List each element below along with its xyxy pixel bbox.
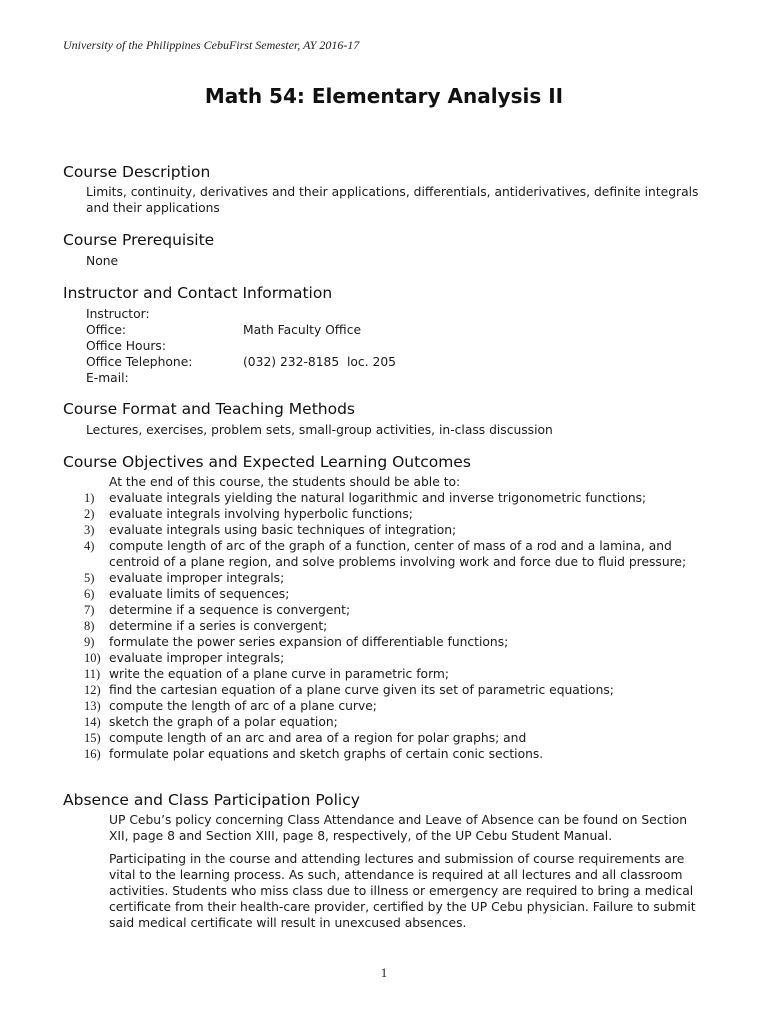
- course-title: Math 54: Elementary Analysis II: [204, 84, 564, 108]
- objective-number: 15): [84, 731, 101, 745]
- objective-text: evaluate integrals using basic techniques of integration;: [109, 523, 457, 537]
- objective-text: write the equation of a plane curve in parametric form;: [109, 667, 450, 681]
- running-header: University of the Philippines CebuFirst Semester, AY 2016-17: [63, 38, 360, 52]
- objectives-heading: Course Objectives and Expected Learning Outcomes: [63, 453, 471, 471]
- contact-row-office: [86, 322, 362, 338]
- objective-text: evaluate limits of sequences;: [109, 587, 290, 601]
- objective-number: 1): [84, 491, 95, 505]
- contact-info-heading: Instructor and Contact Information: [63, 284, 333, 302]
- objective-number: 10): [84, 651, 101, 665]
- objective-item: [84, 730, 724, 746]
- objective-number: 9): [84, 635, 95, 649]
- objective-item: [84, 650, 724, 666]
- objective-item: [84, 714, 724, 730]
- objective-text: compute the length of arc of a plane curve;: [109, 699, 377, 713]
- objective-text: determine if a series is convergent;: [109, 619, 328, 633]
- objective-number: 5): [84, 571, 95, 585]
- objective-number: 7): [84, 603, 95, 617]
- objective-text: evaluate improper integrals;: [109, 571, 285, 585]
- objective-number: 11): [84, 667, 101, 681]
- objective-item: [84, 602, 724, 618]
- contact-label: Office Telephone:: [86, 355, 193, 369]
- objective-item: [84, 522, 724, 538]
- objective-text: compute length of an arc and area of a region for polar graphs; and: [109, 731, 527, 745]
- objective-text: determine if a sequence is convergent;: [109, 603, 351, 617]
- contact-label: Instructor:: [86, 307, 150, 321]
- contact-value: Math Faculty Office: [243, 323, 362, 337]
- absence-policy-heading: Absence and Class Participation Policy: [63, 791, 360, 809]
- objective-item: [84, 538, 724, 570]
- objective-item: [84, 490, 724, 506]
- objective-item: [84, 682, 724, 698]
- objective-number: 3): [84, 523, 95, 537]
- objective-text: formulate polar equations and sketch graphs of certain conic sections.: [109, 747, 544, 761]
- contact-label: E-mail:: [86, 371, 129, 385]
- course-prerequisite-text: None: [86, 254, 119, 268]
- course-format-text: Lectures, exercises, problem sets, small-group activities, in-class discussion: [86, 423, 553, 437]
- absence-policy-paragraph-1: UP Cebu’s policy concerning Class Attendance and Leave of Absence can be found on Section XII, page 8 and Section XIII, page 8, respectively, of the UP Cebu Student Manual.: [109, 813, 688, 843]
- course-description-text: Limits, continuity, derivatives and their applications, differentials, antiderivatives, definite integrals and their applications: [86, 185, 699, 215]
- course-description-heading: Course Description: [63, 163, 211, 181]
- objective-number: 6): [84, 587, 95, 601]
- course-format-heading: Course Format and Teaching Methods: [63, 400, 355, 418]
- contact-label: Office:: [86, 323, 127, 337]
- objective-item: [84, 506, 724, 522]
- course-prerequisite-heading: Course Prerequisite: [63, 231, 215, 249]
- objective-text: sketch the graph of a polar equation;: [109, 715, 338, 729]
- objective-item: [84, 666, 724, 682]
- objective-item: [84, 634, 724, 650]
- objective-number: 14): [84, 715, 101, 729]
- objective-text: find the cartesian equation of a plane curve given its set of parametric equations;: [109, 683, 614, 697]
- objective-number: 16): [84, 747, 101, 761]
- contact-label: Office Hours:: [86, 339, 166, 353]
- objective-number: 13): [84, 699, 101, 713]
- absence-policy-paragraph-2: Participating in the course and attending lectures and submission of course requirements are vital to the learning process. As such, attendance is required at all lectures and all classroom activities. Students who miss class due to illness or emergency are required to bring a medical certificate from their health-care provider, certified by the UP Cebu physician. Failure to submit said medical certificate will result in unexcused absences.: [109, 852, 696, 930]
- page-number: 1: [380, 965, 388, 980]
- objective-item: [84, 698, 724, 714]
- objective-text: formulate the power series expansion of differentiable functions;: [109, 635, 509, 649]
- objectives-list: [84, 490, 724, 762]
- objective-text: evaluate integrals involving hyperbolic functions;: [109, 507, 413, 521]
- objective-number: 12): [84, 683, 101, 697]
- objective-number: 4): [84, 539, 95, 553]
- objectives-intro: At the end of this course, the students should be able to:: [109, 475, 461, 489]
- objective-number: 8): [84, 619, 95, 633]
- objective-item: [84, 586, 724, 602]
- objective-text: evaluate improper integrals;: [109, 651, 285, 665]
- objective-text: compute length of arc of the graph of a function, center of mass of a rod and a lamina, and centroid of a plane region, and solve problems involving work and force due to fluid pressure;: [109, 539, 687, 569]
- contact-row-office-hours: [86, 338, 166, 354]
- objective-number: 2): [84, 507, 95, 521]
- objective-item: [84, 570, 724, 586]
- contact-value: (032) 232-8185 loc. 205: [243, 355, 396, 369]
- contact-row-email: [86, 370, 129, 386]
- objective-item: [84, 746, 724, 762]
- objective-text: evaluate integrals yielding the natural logarithmic and inverse trigonometric functions;: [109, 491, 647, 505]
- contact-row-telephone: [86, 354, 396, 370]
- contact-row-instructor: [86, 306, 150, 322]
- objective-item: [84, 618, 724, 634]
